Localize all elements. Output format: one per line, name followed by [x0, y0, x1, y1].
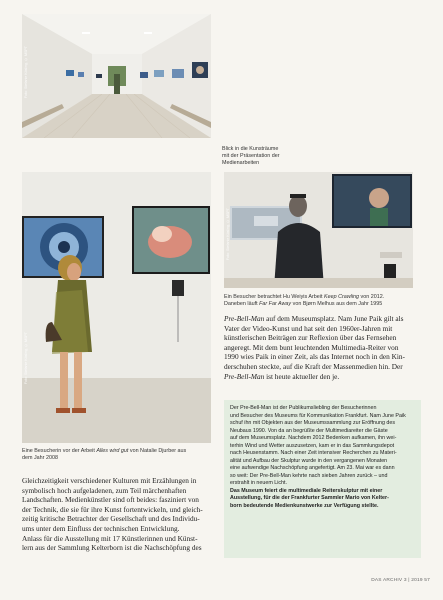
info-box: [224, 400, 421, 558]
info-line-bold: Das Museum feiert die multimediale Reiterskulptur mit einer: [230, 487, 383, 494]
text-line: Pre-Bell-Man ist heute aktueller den je.: [224, 371, 340, 381]
caption-line: Ein Besucher betrachtet Hu Weiyis Arbeit Keep Crawling von 2012.: [224, 294, 385, 300]
photo-gallery-corridor: [22, 14, 211, 138]
info-line: erstrahlt in neuem Licht.: [230, 480, 288, 486]
photo-credit-man: Foto: Stefanie Kösling, © MSPT: [226, 208, 230, 261]
text-line: 1990 wies Paik in einer Zeit, als das Internet noch in den Kin-: [224, 352, 405, 362]
caption-line: dem Jahr 2008: [22, 455, 58, 461]
info-line-bold: born bedeutende Medienkunstwerke zur Verfügung stellte.: [230, 502, 379, 509]
text-line: Landschaften. Medienkünstler sind oft beides: fasziniert von: [22, 495, 199, 505]
text-line: ums unter dem Einfluss der technischen Entwicklung.: [22, 523, 180, 533]
info-line: Neubaus 1990. Von da an begrüßte der Multimediareiter die Gäste: [230, 427, 388, 434]
info-line: eine aufwendige Nachschöpfung angefertigt. Am 23. Mai war es dann: [230, 465, 395, 471]
text-line: Gleichzeitigkeit verschiedener Kulturen mit Erzählungen in: [22, 476, 197, 485]
caption-line: Daneben läuft Far Far Away von Bjørn Melhus aus dem Jahr 1995: [224, 301, 383, 307]
text-line: Anlass für die Ausstellung mit 17 Künstlerinnen und Künst-: [22, 533, 198, 543]
info-line: und Besucher des Museums für Kommunikation Frankfurt. Nam June Paik: [230, 412, 406, 419]
info-line-bold: Ausstellung, für die der Frankfurter Sammler Mario von Kelter-: [230, 495, 389, 501]
text-line: Vater der Video-Kunst und hat seit den 1960er-Jahren mit: [224, 323, 393, 333]
body-text-right: [224, 314, 420, 381]
info-line: so weit: Der Pre-Bell-Man kehrte nach sieben Jahren zurück – und: [230, 472, 388, 479]
page-footer: [340, 578, 430, 583]
caption-line: Blick in die Kunsträume: [222, 146, 279, 152]
text-line: künstlerischen Beiträgen zur Reflexion über das Fernsehen: [224, 333, 397, 343]
photo-credit-corridor: Foto: Stefanie Kösling, © MSPT: [24, 46, 28, 99]
text-line: Pre-Bell-Man auf dem Museumsplatz. Nam June Paik gilt als: [224, 314, 404, 323]
text-line: lern aus der Sammlung Kelterborn ist die Nachschöpfung des: [22, 543, 202, 553]
magazine-name: DAS ARCHIV: [371, 578, 403, 583]
info-line: alität und Aufbau der Skulptur wurde in den vergangenen Monaten: [230, 457, 388, 464]
issue-number: 3 | 2019: [403, 578, 423, 583]
info-line: Der Pre-Bell-Man ist der Publikumsliebling der Besucherinnen: [230, 405, 377, 411]
info-line: terhin Wind und Wetter auszusetzen, kam er in das Sammlungsdepot: [230, 442, 395, 449]
caption-visitor-man: [224, 294, 424, 308]
text-line: zeitig kritische Betrachter der Gesellschaft und des Individu-: [22, 514, 200, 524]
caption-corridor: [222, 146, 322, 167]
text-line: symbolisch hoch aufgeladenen, zum Teil märchenhaften: [22, 485, 187, 495]
info-line: auf dem Museumsplatz. Nachdem 2012 Bedenken aufkamen, ihn wei-: [230, 435, 397, 441]
info-line: schuf ihn mit Objekten aus der Museumssammlung zur Eröffnung des: [230, 420, 396, 426]
caption-line: Medienarbeiten: [222, 160, 260, 166]
text-line: derschuhen steckte, auf die Kraft der Massenmedien hin. Der: [224, 361, 403, 371]
caption-visitor-woman: [22, 448, 222, 462]
page-number: 57: [424, 578, 430, 583]
text-line: angeregt. Mit dem bunt leuchtenden Multimedia-Reiter von: [224, 342, 399, 352]
photo-visitor-woman: [22, 172, 211, 443]
photo-visitor-man: [224, 172, 413, 288]
info-line: nach Heusenstamm. Nach einer Zeit intensiver Recherchen zu Materi-: [230, 450, 397, 456]
caption-line: Eine Besucherin vor der Arbeit Alles wird gut von Natalie Djurber aus: [22, 448, 187, 454]
caption-line: mit der Präsentation der: [222, 153, 280, 159]
body-text-left: [22, 476, 214, 553]
text-line: der Technik, die sie für ihre Kunst fortentwickeln, und gleich-: [22, 504, 203, 514]
photo-credit-woman: Foto: Stefanie Kösling, © MSPT: [24, 332, 28, 385]
